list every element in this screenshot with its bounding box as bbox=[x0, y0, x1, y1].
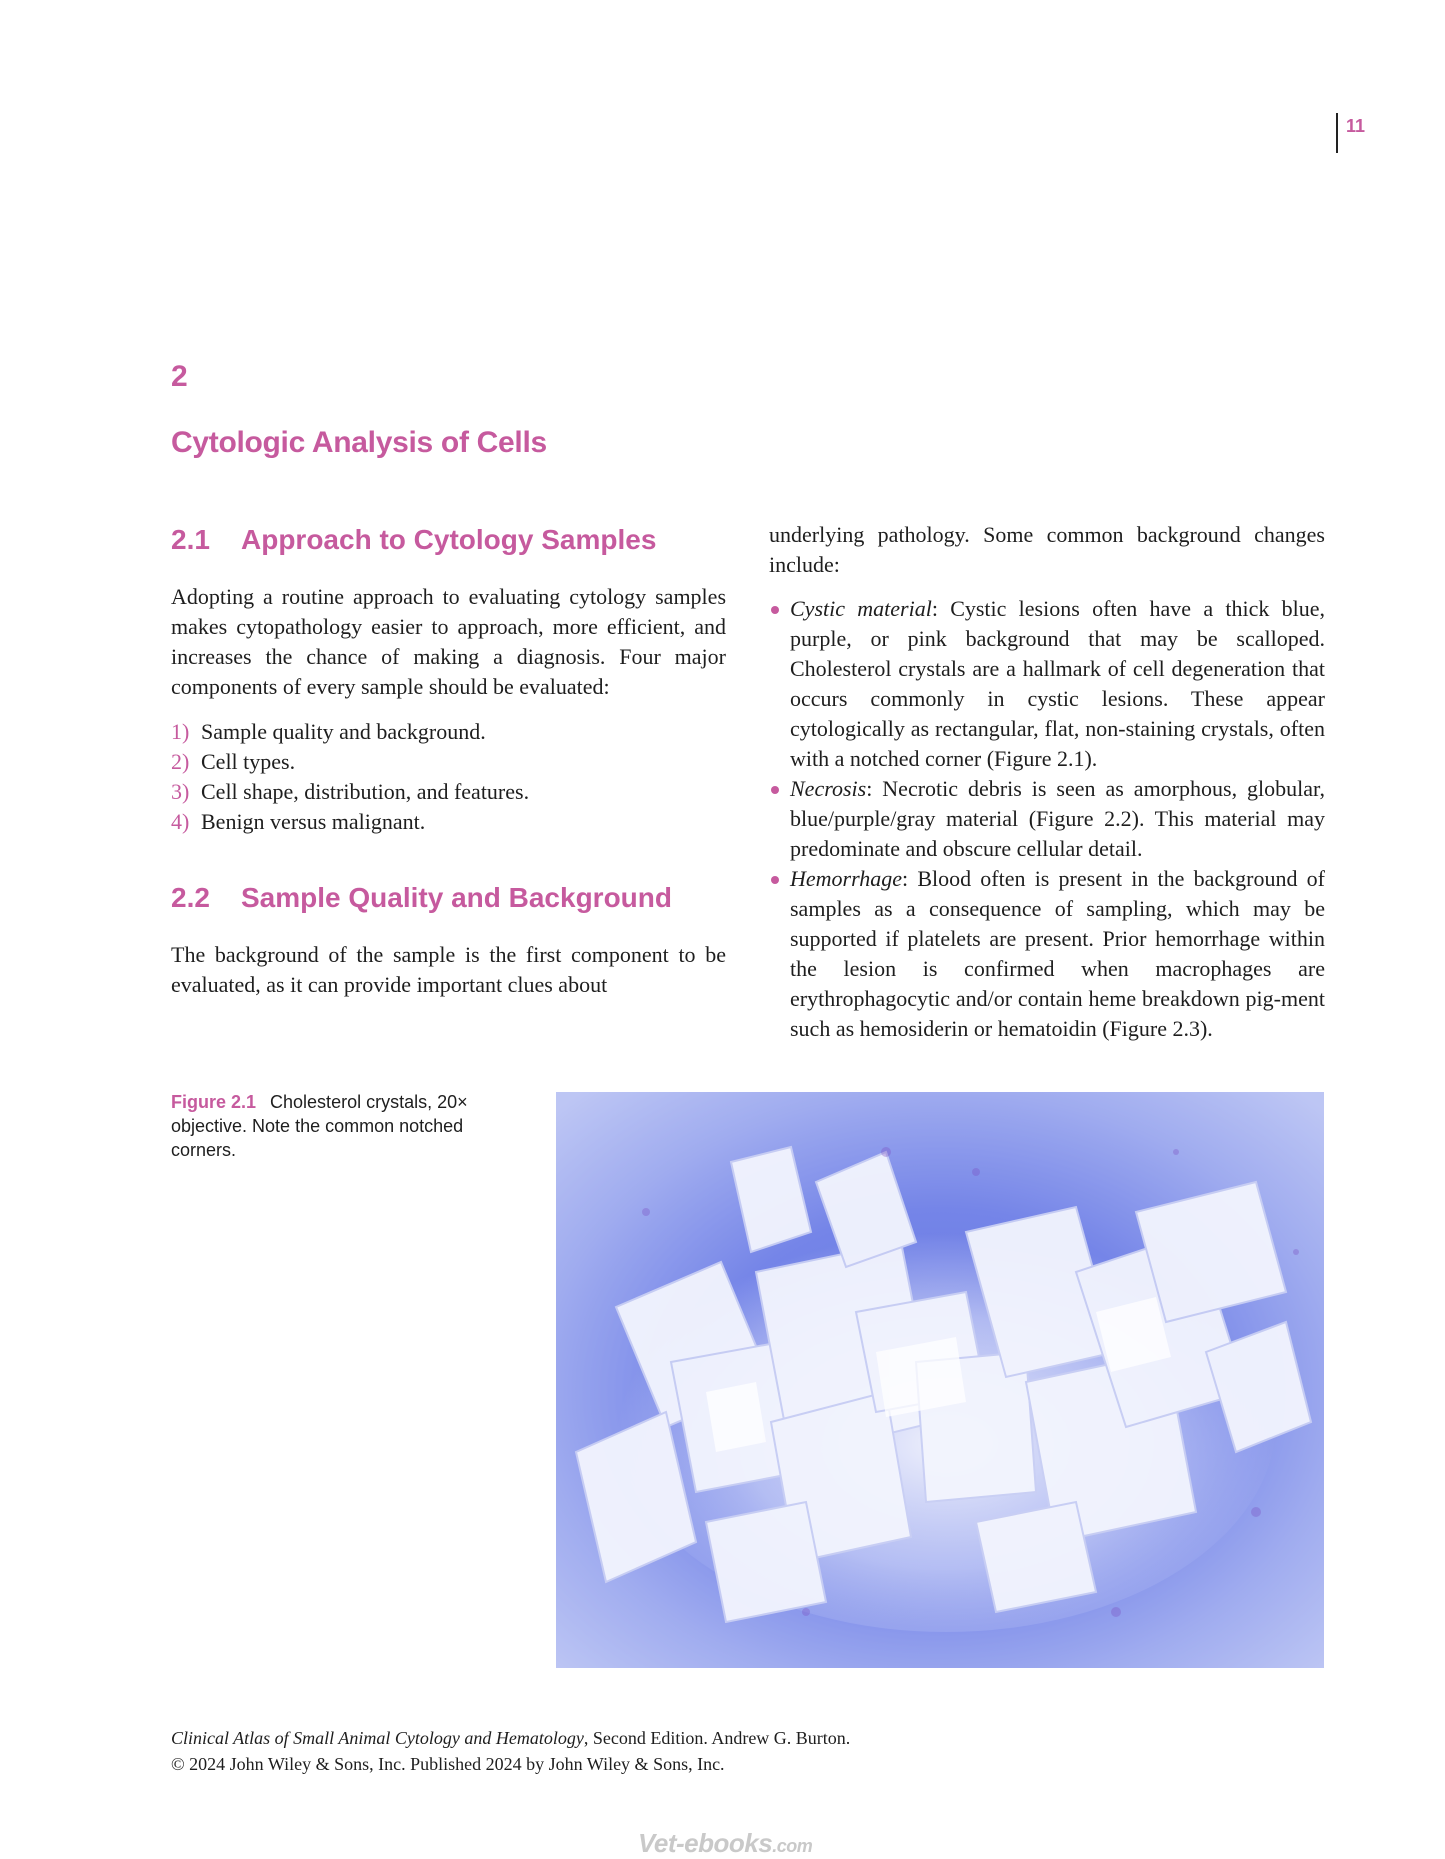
bullet-text: : Necrotic debris is seen as amorphous, globular, blue/purple/gray material (Figure 2.2). This material may predominate and obscure cellular detail. bbox=[790, 776, 1325, 861]
list-text: Cell shape, distribution, and features. bbox=[201, 779, 530, 804]
background-changes-list bbox=[769, 594, 1325, 1044]
bullet-term: Necrosis bbox=[790, 776, 867, 801]
book-title: Clinical Atlas of Small Animal Cytology and Hematology bbox=[171, 1728, 584, 1748]
bullet-term: Hemorrhage bbox=[790, 866, 903, 891]
book-edition-author: , Second Edition. Andrew G. Burton. bbox=[583, 1728, 851, 1748]
list-item bbox=[769, 594, 1325, 774]
page-number-rule bbox=[1336, 113, 1338, 153]
list-number: 4) bbox=[171, 809, 190, 834]
figure-caption bbox=[171, 1090, 501, 1162]
list-number: 1) bbox=[171, 719, 190, 744]
list-text: Cell types. bbox=[201, 749, 296, 774]
bullet-text: : Cystic lesions often have a thick blue, purple, or pink background that may be scalloped. Cholesterol crystals are a hallmark of cell degeneration that occurs commonly in cystic lesions. These appear cytologically as rectangular, flat, non-staining crystals, often with a notched corner (Figure 2.1). bbox=[790, 596, 1325, 771]
copyright-footer bbox=[171, 1725, 850, 1777]
watermark-suffix: .com bbox=[772, 1836, 813, 1856]
list-text: Benign versus malignant. bbox=[201, 809, 426, 834]
background-paragraph: The background of the sample is the first component to be evaluated, as it can provide important clues about bbox=[171, 942, 726, 997]
chapter-title: Cytologic Analysis of Cells bbox=[171, 426, 547, 459]
micrograph-image bbox=[556, 1092, 1324, 1668]
left-column bbox=[171, 520, 726, 1000]
bullet-term: Cystic material bbox=[790, 596, 932, 621]
section-heading-2-1 bbox=[171, 520, 726, 560]
section-heading-2-2 bbox=[171, 878, 726, 918]
list-item bbox=[769, 864, 1325, 1044]
list-item bbox=[171, 777, 726, 807]
component-list bbox=[171, 717, 726, 837]
figure-label: Figure 2.1 bbox=[171, 1092, 257, 1112]
watermark-logo bbox=[638, 1828, 812, 1859]
bullet-icon bbox=[771, 606, 779, 614]
bullet-icon bbox=[771, 786, 779, 794]
list-item bbox=[171, 717, 726, 747]
figure-caption-text: Cholesterol crystals, 20× objective. Note the common notched corners. bbox=[171, 1092, 468, 1160]
book-citation bbox=[171, 1725, 850, 1751]
list-item bbox=[769, 774, 1325, 864]
background-paragraph-continued: underlying pathology. Some common background changes include: bbox=[769, 522, 1325, 577]
bullet-icon bbox=[771, 876, 779, 884]
list-number: 3) bbox=[171, 779, 190, 804]
page-number: 11 bbox=[1346, 116, 1366, 136]
list-item bbox=[171, 807, 726, 837]
intro-paragraph: Adopting a routine approach to evaluating cytology samples makes cytopathology easier to approach, more efficient, and increases the chance of making a diagnosis. Four major components of every sample should be evaluated: bbox=[171, 584, 726, 699]
chapter-number: 2 bbox=[171, 360, 188, 393]
cholesterol-crystals-illustration bbox=[556, 1092, 1324, 1668]
section-title: Approach to Cytology Samples bbox=[241, 524, 657, 555]
right-column bbox=[769, 520, 1325, 1044]
section-title: Sample Quality and Background bbox=[241, 882, 672, 913]
section-number: 2.1 bbox=[171, 524, 210, 555]
copyright-line: © 2024 John Wiley & Sons, Inc. Published 2024 by John Wiley & Sons, Inc. bbox=[171, 1754, 725, 1774]
watermark-main: Vet-ebooks bbox=[638, 1828, 773, 1858]
bullet-text: : Blood often is present in the background of samples as a consequence of sampling, which may be supported if platelets are present. Prior hemorrhage within the lesion is confirmed when macrophages are erythrophagocytic and/or contain heme breakdown pig-ment such as hemosiderin or hematoidin (Figure 2.3). bbox=[790, 866, 1325, 1041]
list-number: 2) bbox=[171, 749, 190, 774]
list-text: Sample quality and background. bbox=[201, 719, 486, 744]
section-number: 2.2 bbox=[171, 882, 210, 913]
list-item bbox=[171, 747, 726, 777]
